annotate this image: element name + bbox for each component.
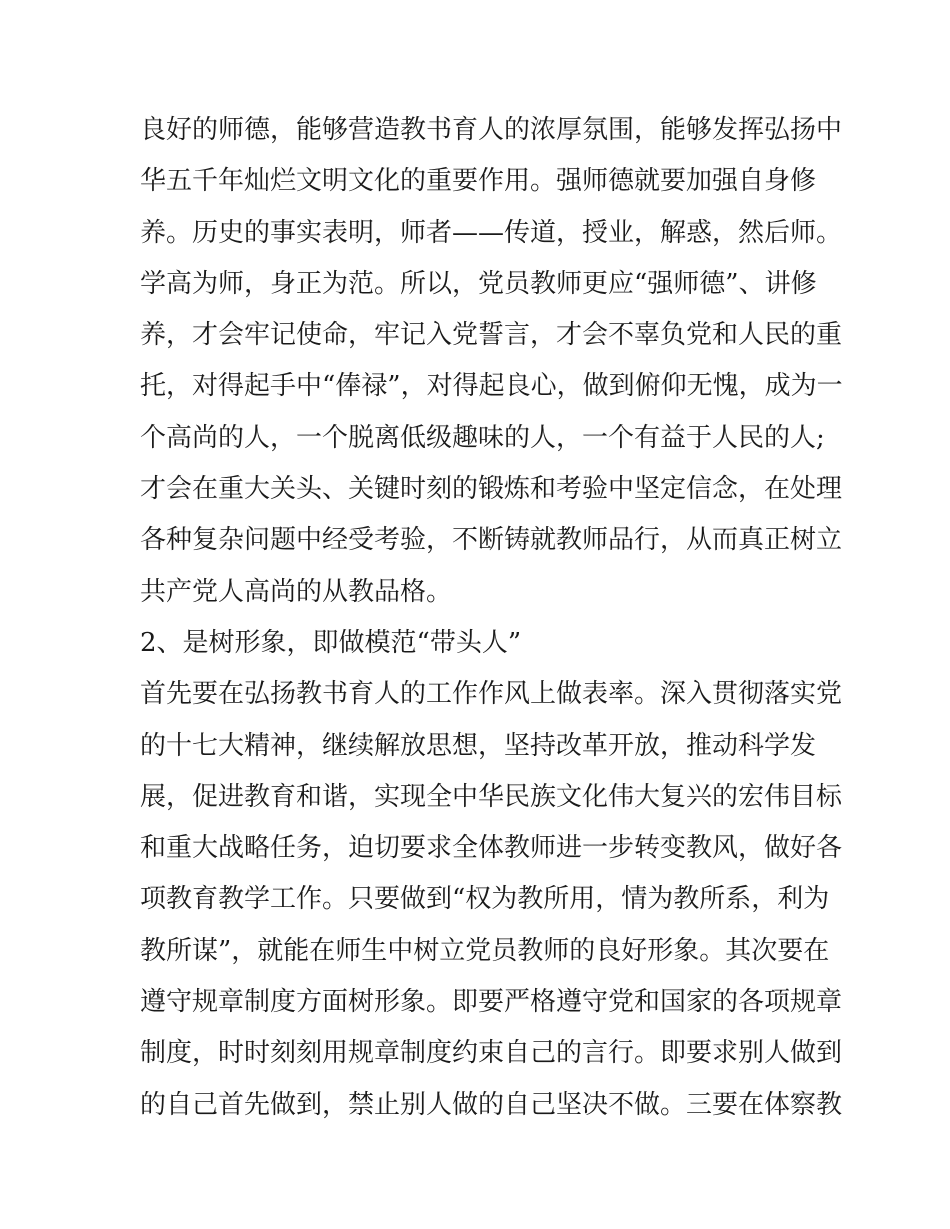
text-line: 才会在重大关头、关键时刻的锻炼和考验中坚定信念，在处理 bbox=[140, 474, 843, 505]
text-line: 和重大战略任务，迫切要求全体教师进一步转变教风，做好各 bbox=[140, 833, 843, 864]
text-line: 个高尚的人，一个脱离低级趣味的人，一个有益于人民的人; bbox=[140, 422, 825, 453]
text-line: 托，对得起手中“俸禄”，对得起良心，做到俯仰无愧，成为一 bbox=[140, 371, 843, 402]
text-line: 展，促进教育和谐，实现全中华民族文化伟大复兴的宏伟目标 bbox=[140, 781, 843, 812]
text-line: 的自己首先做到，禁止别人做的自己坚决不做。三要在体察教 bbox=[140, 1089, 843, 1120]
text-line: 养，才会牢记使命，牢记入党誓言，才会不辜负党和人民的重 bbox=[140, 320, 843, 351]
text-line: 华五千年灿烂文明文化的重要作用。强师德就要加强自身修 bbox=[140, 166, 817, 197]
text-line: 各种复杂问题中经受考验，不断铸就教师品行，从而真正树立 bbox=[140, 525, 843, 556]
text-line: 共产党人高尚的从教品格。 bbox=[140, 576, 453, 607]
text-line: 制度，时时刻刻用规章制度约束自己的言行。即要求别人做到 bbox=[140, 1038, 843, 1069]
text-line: 项教育教学工作。只要做到“权为教所用，情为教所系，利为 bbox=[140, 884, 830, 915]
text-line: 首先要在弘扬教书育人的工作作风上做表率。深入贯彻落实党 bbox=[140, 679, 843, 710]
text-line: 教所谋”，就能在师生中树立党员教师的良好形象。其次要在 bbox=[140, 935, 830, 966]
text-line: 遵守规章制度方面树形象。即要严格遵守党和国家的各项规章 bbox=[140, 987, 843, 1018]
text-line: 良好的师德，能够营造教书育人的浓厚氛围，能够发挥弘扬中 bbox=[140, 115, 843, 145]
section-heading: 2、是树形象，即做模范“带头人” bbox=[140, 627, 522, 658]
body-text bbox=[140, 105, 843, 1131]
text-line: 养。历史的事实表明，师者——传道，授业，解惑，然后师。 bbox=[140, 217, 843, 248]
text-line: 的十七大精神，继续解放思想，坚持改革开放，推动科学发 bbox=[140, 730, 817, 761]
text-line: 学高为师，身正为范。所以，党员教师更应“强师德”、讲修 bbox=[140, 268, 817, 299]
